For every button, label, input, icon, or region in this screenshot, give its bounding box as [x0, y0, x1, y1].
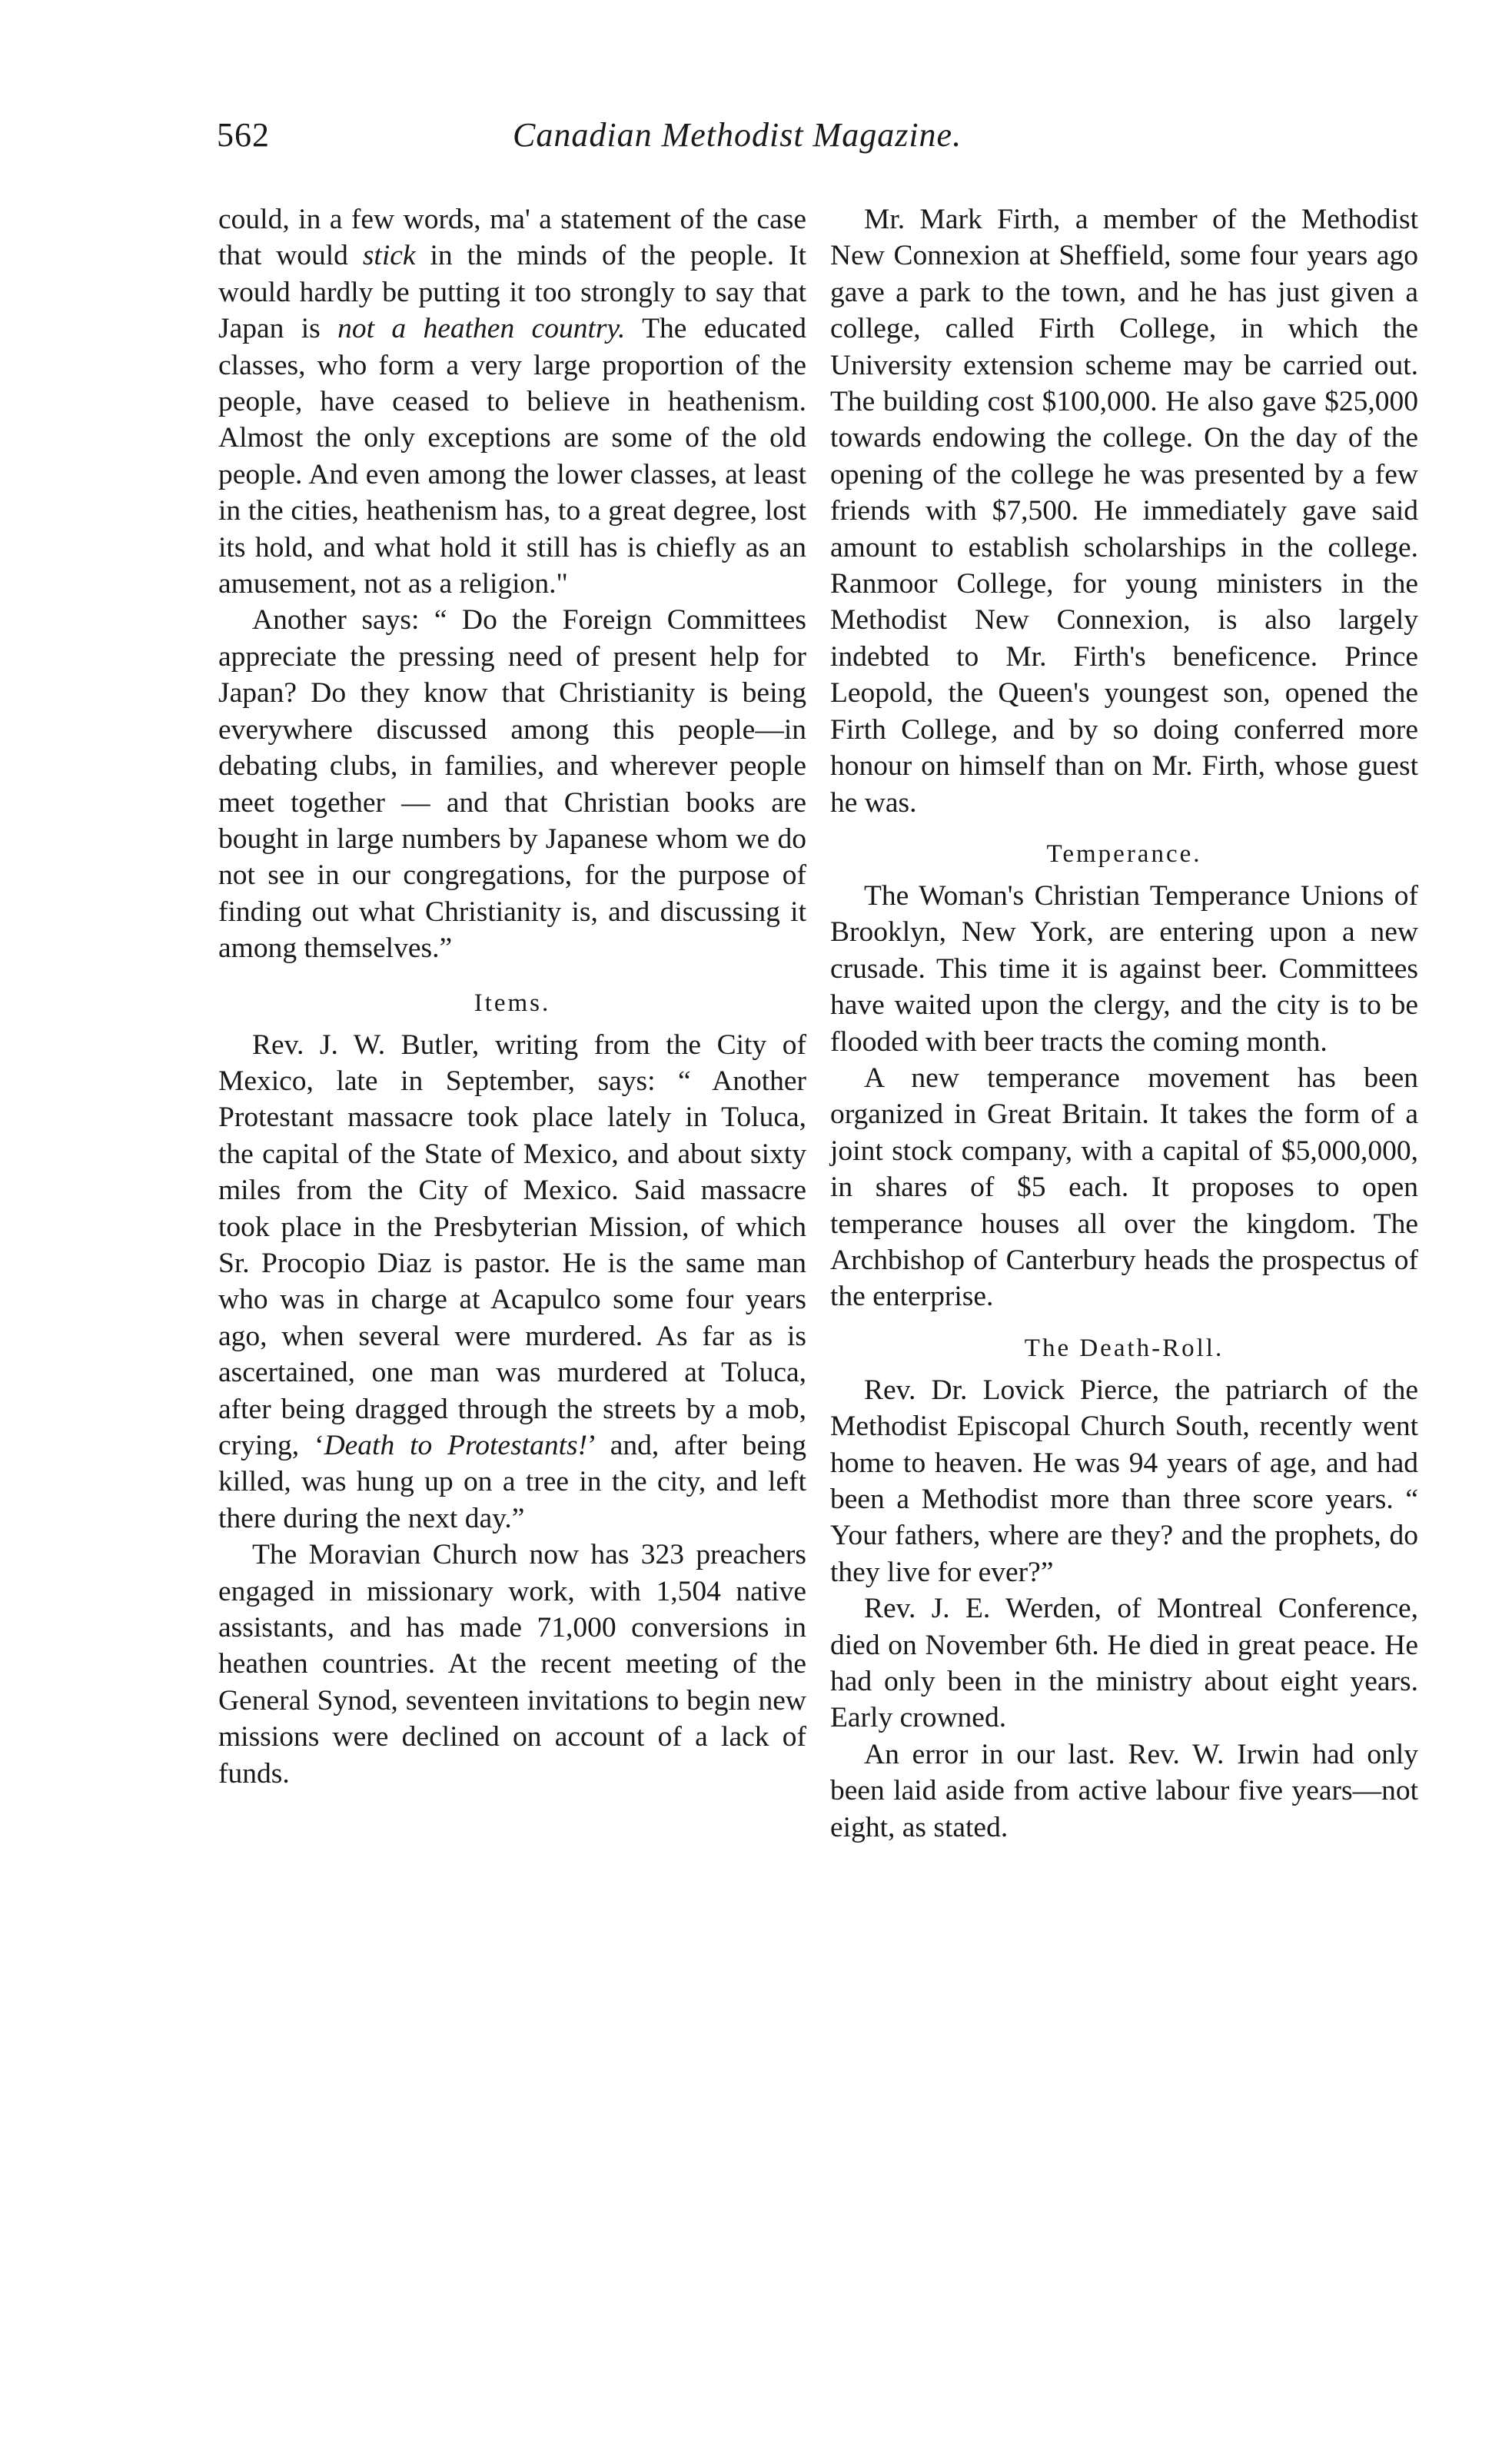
text-span: Rev. J. W. Butler, writing from the City of Mexico, late in September, says: “ Another Protestant massacre took place lately in Toluca, the capital of the State of Mexico, and about sixty miles from the City of Mexico. Said massacre took place in the Presbyterian Mission, of which Sr. Procopio Diaz is pastor. He is the same man who was in charge at Acapulco some four years ago, when several were murdered. As far as is ascertained, one man was murdered at Toluca, after being dragged through the streets by a mob, crying, ‘ [218, 1029, 806, 1461]
paragraph-moravian-church: The Moravian Church now has 323 preachers engaged in missionary work, with 1,504 native assistants, and has made 71,000 conversions in heathen countries. At the recent meeting of the General Synod, seventeen invitations to begin new missions were declined on account of a lack of funds. [218, 1539, 806, 1790]
text-span: could, in a few words, ma' a statement of the case that would [218, 204, 806, 272]
italic-stick: stick [362, 240, 416, 272]
italic-not-heathen: not a heathen country. [337, 313, 626, 345]
paragraph-mexico-massacre [218, 1027, 806, 1537]
section-heading-death-roll: The Death-Roll. [1024, 1334, 1225, 1362]
section-heading-items: Items. [474, 989, 551, 1017]
italic-death-to-protestants: Death to Protestants! [324, 1430, 588, 1461]
text-span: The educated classes, who form a very large proportion of the people, have ceased to believe in heathenism. Almost the only exceptions are some of the old people. And even among the lower classes, at least in the cities, heathenism has, to a great degree, lost its hold, and what hold it still has is chiefly as an amusement, not as a religion." [218, 313, 807, 600]
paragraph-foreign-committees: Another says: “ Do the Foreign Committees appreciate the pressing need of present help for Japan? Do they know that Christianity is being everywhere discussed among this people—in debating clubs, in families, and wherever people meet together — and that Christian books are bought in large numbers by Japanese whom we do not see in our congregations, for the purpose of finding out what Christianity is, and discussing it among themselves.” [218, 604, 806, 965]
paragraph-temperance-movement: A new temperance movement has been organized in Great Britain. It takes the form of a joint stock company, with a capital of $5,000,000, in shares of $5 each. It proposes to open temperance houses all over the kingdom. The Archbishop of Canterbury heads the prospectus of the enterprise. [830, 1062, 1418, 1313]
paragraph-lovick-pierce: Rev. Dr. Lovick Pierce, the patriarch of the Methodist Episcopal Church South, recently went home to heaven. He was 94 years of age, and had been a Methodist more than three score years. “ Your fathers, where are they? and the prophets, do they live for ever?” [830, 1374, 1418, 1588]
paragraph-error-correction: An error in our last. Rev. W. Irwin had only been laid aside from active labour five years—not eight, as stated. [830, 1738, 1418, 1843]
text-span: ’ and, after being killed, was hung up on a tree in the city, and left there during the next day.” [218, 1430, 806, 1534]
magazine-title: Canadian Methodist Magazine. [513, 116, 962, 154]
left-column [218, 201, 806, 1792]
running-head [217, 115, 1139, 161]
text-span: in the minds of the people. It would hardly be putting it too strongly to say that Japan is [218, 240, 807, 345]
paragraph-womans-temperance: The Woman's Christian Temperance Unions of Brooklyn, New York, are entering upon a new crusade. This time it is against beer. Committees have waited upon the clergy, and the city is to be flooded with beer tracts the coming month. [830, 879, 1418, 1058]
paragraph-japan-statement [218, 201, 806, 602]
paragraph-firth-college: Mr. Mark Firth, a member of the Methodist New Connexion at Sheffield, some four years ago gave a park to the town, and he has just given a college, called Firth College, in which the University extension scheme may be carried out. The building cost $100,000. He also gave $25,000 towards endowing the college. On the day of the opening of the college he was presented by a few friends with $7,500. He immediately gave said amount to establish scholarships in the college. Ranmoor College, for young ministers in the Methodist New Connexion, is also largely indebted to Mr. Firth's beneficence. Prince Leopold, the Queen's youngest son, opened the Firth College, and by so doing conferred more honour on himself than on Mr. Firth, whose guest he was. [830, 204, 1418, 819]
page-number: 562 [217, 116, 270, 154]
paragraph-werden: Rev. J. E. Werden, of Montreal Conference, died on November 6th. He died in great peace. He had only been in the ministry about eight years. Early crowned. [830, 1593, 1418, 1734]
section-heading-temperance: Temperance. [1046, 839, 1202, 868]
right-column [830, 201, 1418, 1846]
